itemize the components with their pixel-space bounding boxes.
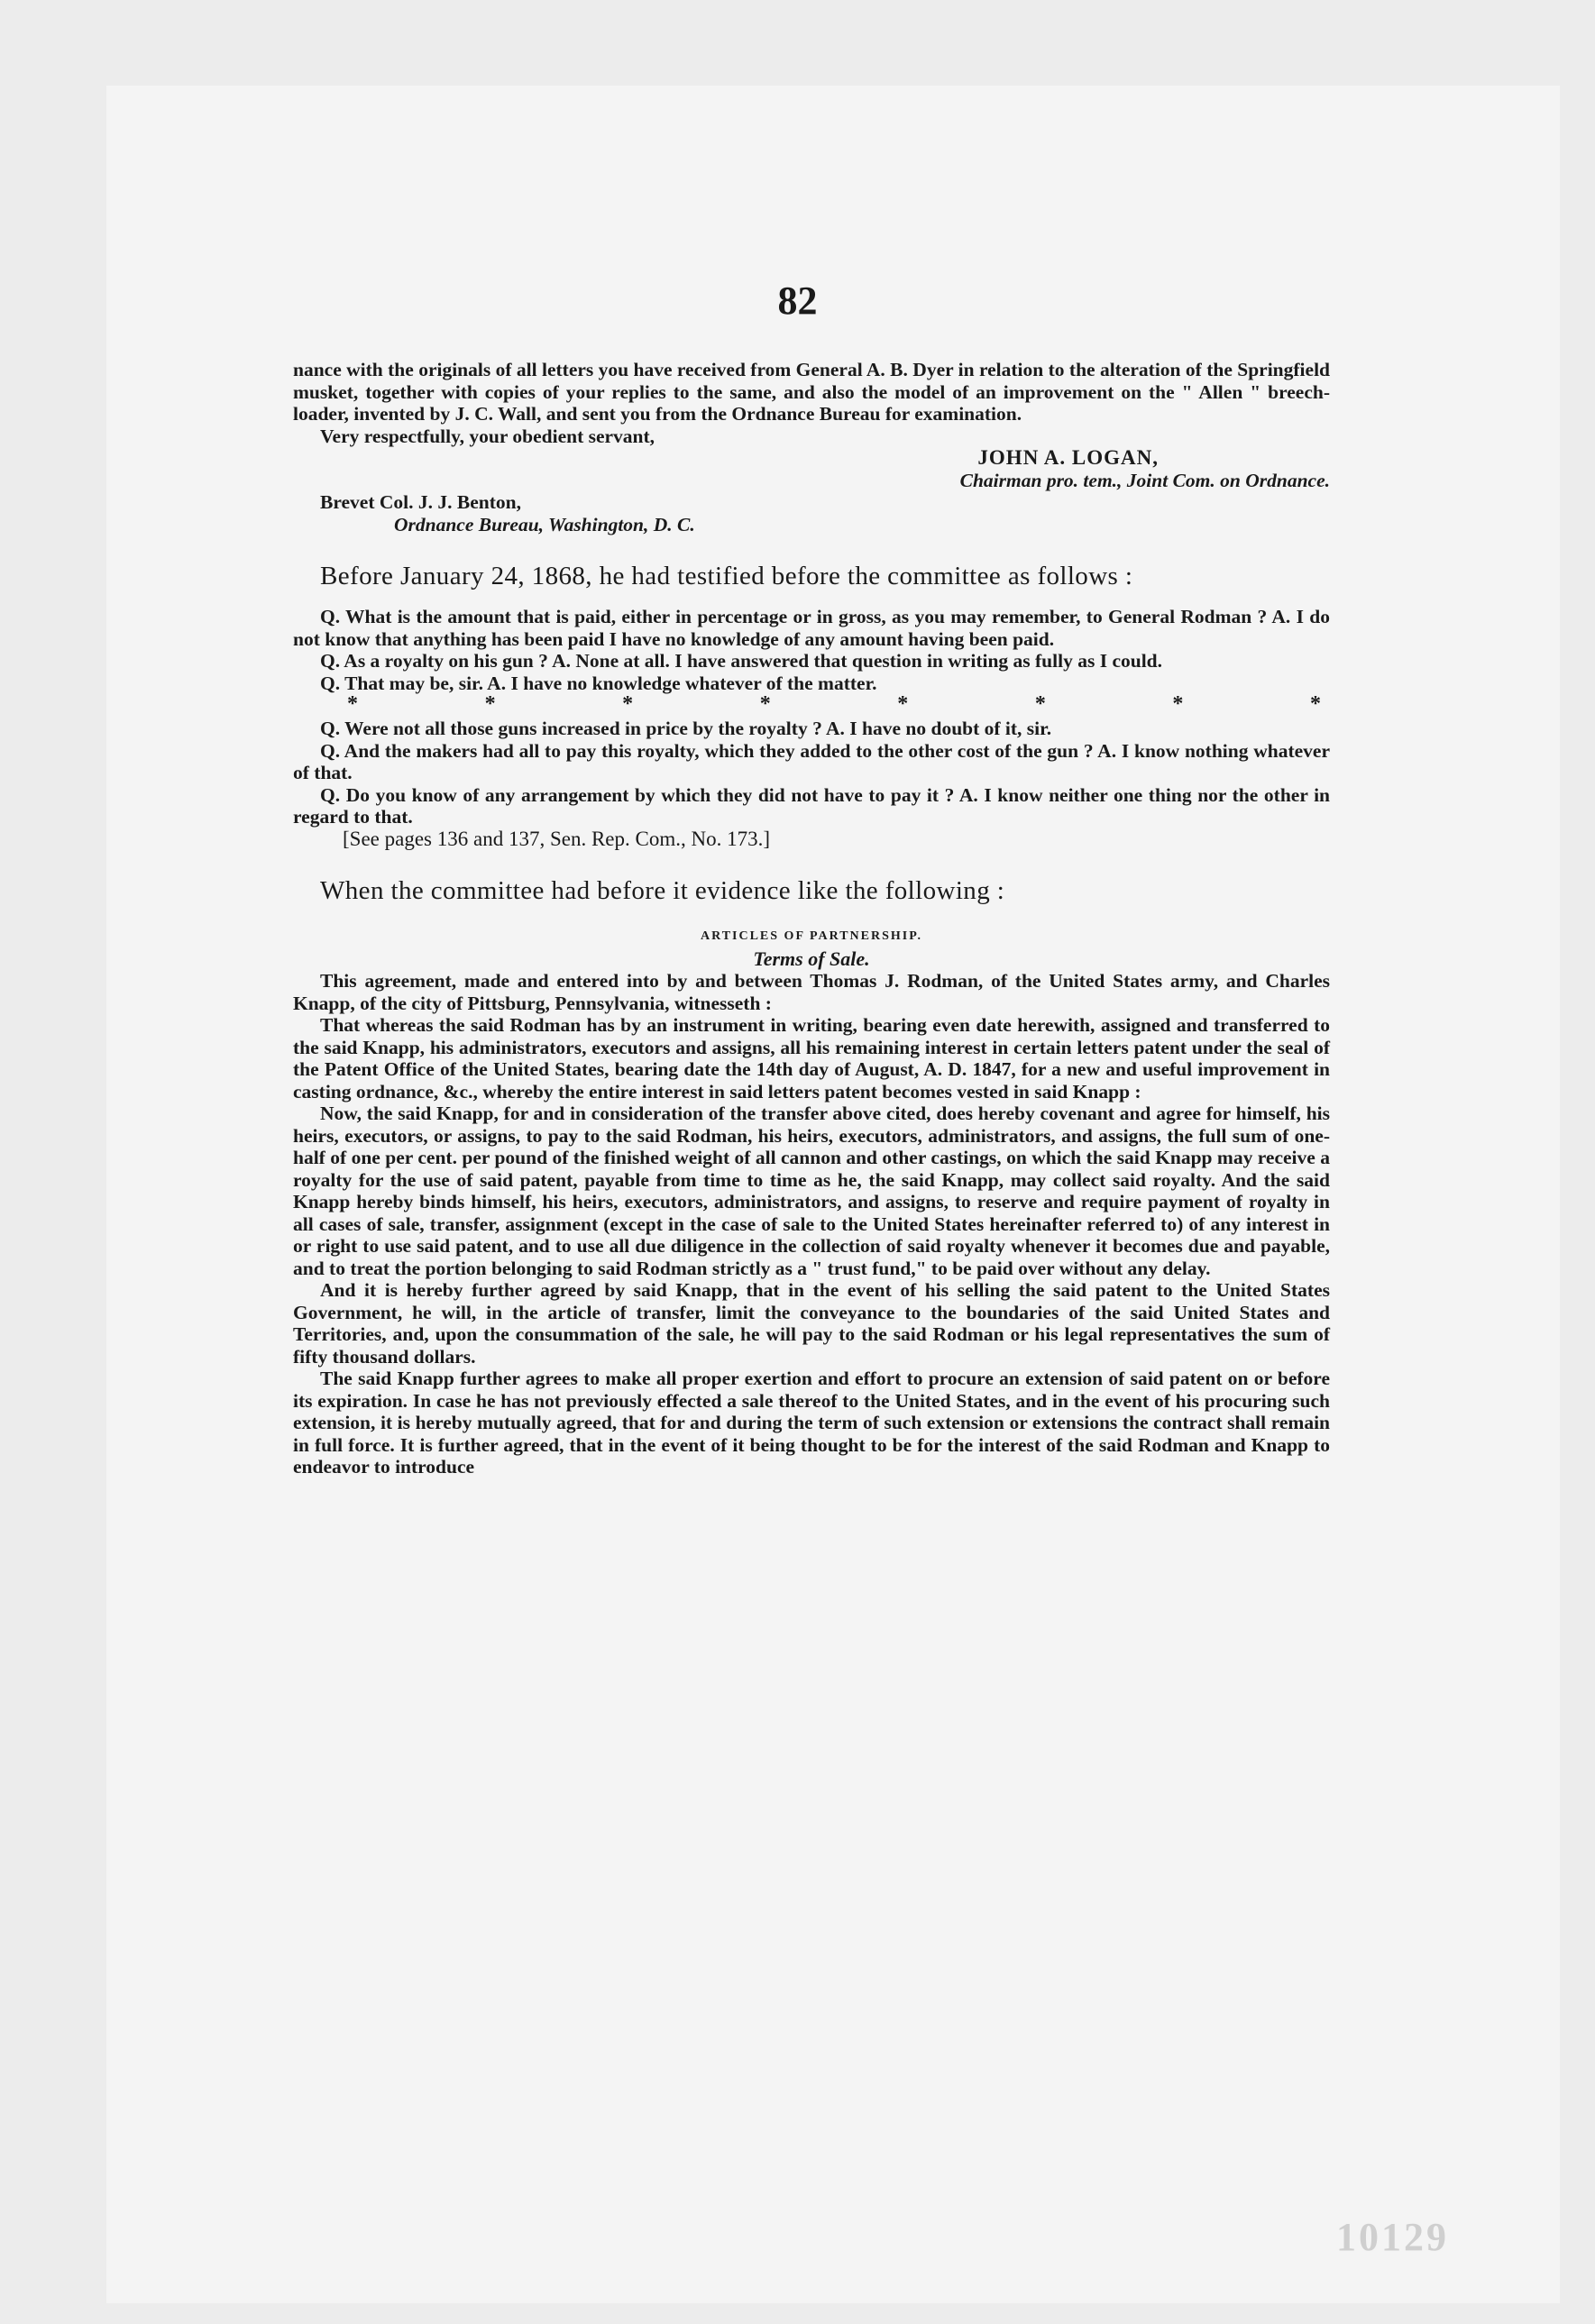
page-number: 82 xyxy=(777,279,818,323)
qa-item: Q. Do you know of any arrangement by which they did not have to pay it ? A. I know neither one thing nor the other in regard to that. xyxy=(293,783,1330,828)
agreement-paragraph: That whereas the said Rodman has by an instrument in writing, bearing even date herewith, assigned and transferred to the said Knapp, his administrators, executors and assigns, all his remaining interest in certain letters patent under the seal of the Patent Office of the United States, bearing date the 14th day of August, A. D. 1847, for a new and useful improvement in casting ordnance, &c., whereby the entire interest in said letters patent becomes vested in said Knapp : xyxy=(293,1014,1330,1103)
star: * xyxy=(1309,692,1321,716)
articles-subheading: Terms of Sale. xyxy=(753,947,870,970)
letter-addressee-location: Ordnance Bureau, Washington, D. C. xyxy=(394,513,695,535)
agreement-paragraph: The said Knapp further agrees to make all proper exertion and effort to procure an extension of said patent on or before its expiration. In case he has not previously effected a sale thereof to the United States, and in the event of his procuring such extension, it is hereby mutually agreed, that for and during the term of such extension or extensions the contract shall remain in full force. It is further agreed, that in the event of it being thought to be for the interest of the said Rodman and Knapp to endeavor to introduce xyxy=(293,1368,1330,1478)
qa-item: Q. That may be, sir. A. I have no knowledge whatever of the matter. xyxy=(320,672,877,694)
agreement-paragraph: Now, the said Knapp, for and in consideration of the transfer above cited, does hereby covenant and agree for himself, his heirs, executors, or assigns, to pay to the said Rodman, his heirs, executors, administrators, and assigns, the full sum of one-half of one per cent. per pound of the finished weight of all cannon and other castings, on which the said Knapp may receive a royalty for the use of said patent, payable from time to time as he, the said Knapp, may collect said royalty. And the said Knapp hereby binds himself, his heirs, executors, administrators, and assigns, to reserve and require payment of royalty in all cases of sale, transfer, assignment (except in the case of sale to the United States hereinafter referred to) of any interest in or right to use said patent, and to use all due diligence in the collection of said royalty whenever it becomes due and payable, and to treat the portion belonging to said Rodman strictly as a " trust fund," to be paid over without any delay. xyxy=(293,1103,1330,1279)
star: * xyxy=(1172,692,1184,716)
star: * xyxy=(622,692,634,716)
star: * xyxy=(897,692,909,716)
ellipsis-stars xyxy=(293,694,1330,714)
articles-heading: ARTICLES OF PARTNERSHIP. xyxy=(700,929,923,943)
letter-addressee: Brevet Col. J. J. Benton, xyxy=(320,491,521,513)
agreement-paragraph: And it is hereby further agreed by said Knapp, that in the event of his selling the said patent to the United States Government, he will, in the article of transfer, limit the conveyance to the boundaries of the said United States and Territories, and, upon the consummation of the sale, he will pay to the said Rodman or his legal representatives the sum of fifty thousand dollars. xyxy=(293,1279,1330,1368)
star: * xyxy=(1034,692,1046,716)
letter-closing: Very respectfully, your obedient servant, xyxy=(320,425,655,447)
qa-item: Q. Were not all those guns increased in price by the royalty ? A. I have no doubt of it, sir. xyxy=(320,718,1052,739)
faded-scan-mark: 10129 xyxy=(1336,2215,1449,2259)
qa-item: Q. As a royalty on his gun ? A. None at all. I have answered that question in writing as fully as I could. xyxy=(320,650,1163,672)
testimony-lead: Before January 24, 1868, he had testified before the committee as follows : xyxy=(320,562,1133,590)
star: * xyxy=(484,692,496,716)
letter-signer: JOHN A. LOGAN, xyxy=(977,446,1159,469)
letter-body: nance with the originals of all letters you have received from General A. B. Dyer in relation to the alteration of the Springfield musket, together with copies of your replies to the same, and also the model of an improvement on the " Allen " breech-loader, invented by J. C. Wall, and sent you from the Ordnance Bureau for examination. xyxy=(293,359,1330,425)
qa-item: Q. What is the amount that is paid, either in percentage or in gross, as you may remember, to General Rodman ? A. I do not know that anything has been paid I have no knowledge of any amount having been paid. xyxy=(293,606,1330,650)
letter-signer-title: Chairman pro. tem., Joint Com. on Ordnance. xyxy=(959,469,1330,491)
star: * xyxy=(347,692,358,716)
qa-item: Q. And the makers had all to pay this royalty, which they added to the other cost of the gun ? A. I know nothing whatever of that. xyxy=(293,739,1330,783)
evidence-lead: When the committee had before it evidence like the following : xyxy=(320,876,1005,905)
reference-citation: [See pages 136 and 137, Sen. Rep. Com., No. 173.] xyxy=(343,827,770,850)
star: * xyxy=(759,692,771,716)
page-content xyxy=(293,359,1330,1478)
agreement-paragraph: This agreement, made and entered into by and between Thomas J. Rodman, of the United States army, and Charles Knapp, of the city of Pittsburg, Pennsylvania, witnesseth : xyxy=(293,970,1330,1014)
